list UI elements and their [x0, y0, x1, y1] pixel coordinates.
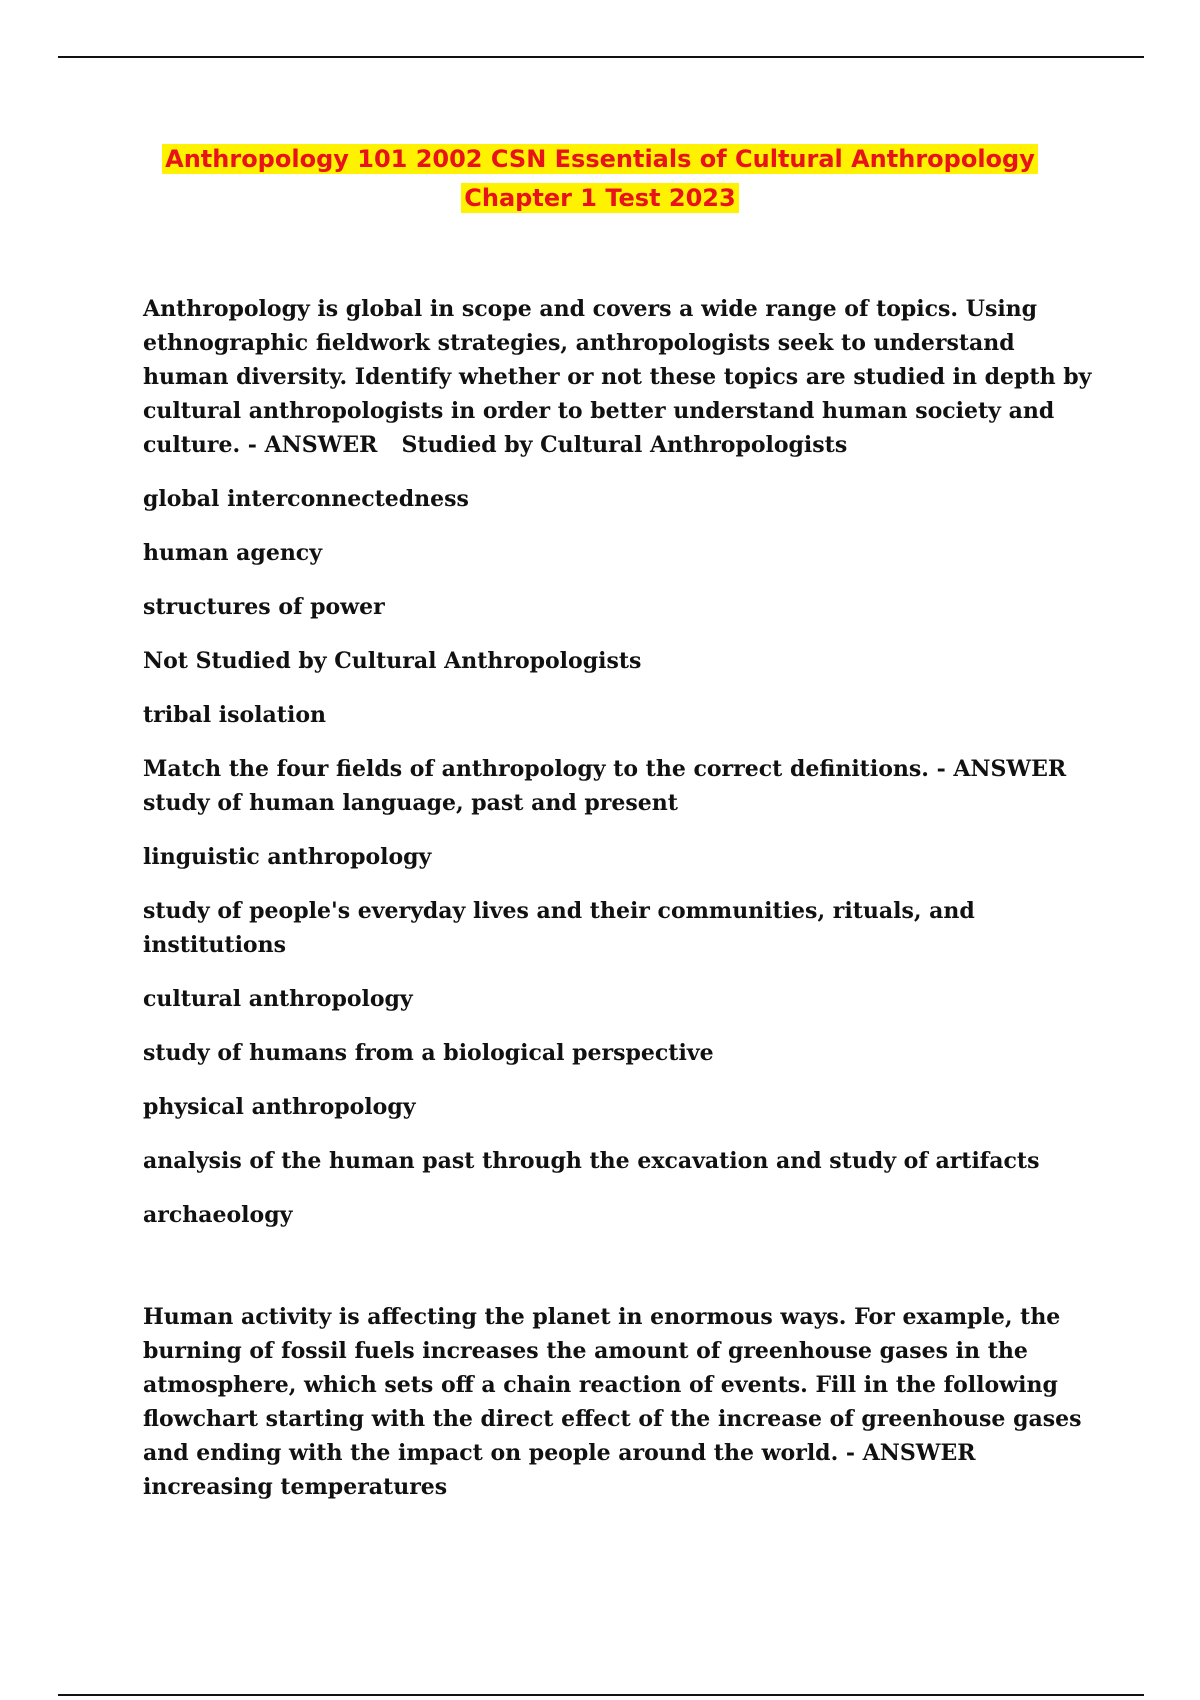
q1-answer-start: Studied by Cultural Anthropologists	[401, 432, 848, 458]
title-line-1: Anthropology 101 2002 CSN Essentials of Cultural Anthropology	[162, 144, 1038, 174]
q1-line-2: human agency	[143, 540, 322, 566]
q1-line-4: Not Studied by Cultural Anthropologists	[143, 648, 642, 674]
top-rule	[58, 56, 1144, 58]
q2-line-3: cultural anthropology	[143, 986, 413, 1012]
q1-question	[143, 292, 1103, 462]
bottom-rule	[58, 1694, 1144, 1696]
q1-line-3: structures of power	[143, 594, 385, 620]
q2-line-2: study of people's everyday lives and their communities, rituals, and institutions	[143, 898, 975, 958]
q2-question	[143, 752, 1103, 820]
document-title	[0, 140, 1200, 218]
title-line-2: Chapter 1 Test 2023	[461, 183, 738, 213]
q2-line-4: study of humans from a biological perspective	[143, 1040, 714, 1066]
q2-line-7: archaeology	[143, 1202, 293, 1228]
q2-line-6: analysis of the human past through the excavation and study of artifacts	[143, 1148, 1040, 1174]
document-body	[143, 292, 1103, 1524]
q2-answer-start: study of human language, past and present	[143, 790, 678, 816]
q3-question-text: Human activity is affecting the planet in enormous ways. For example, the burning of fossil fuels increases the amount of greenhouse gases in the atmosphere, which sets off a chain reaction of events. Fill in the following flowchart starting with the direct effect of the increase of greenhouse gases and ending with the impact on people around the world. - ANSWER	[143, 1304, 1082, 1466]
q1-line-1: global interconnectedness	[143, 486, 469, 512]
q1-question-text: Anthropology is global in scope and covers a wide range of topics. Using ethnographic fieldwork strategies, anthropologists seek to understand human diversity. Identify whether or not these topics are studied in depth by cultural anthropologists in order to better understand human society and culture. - ANSWER	[143, 296, 1092, 458]
q2-question-text: Match the four fields of anthropology to the correct definitions. - ANSWER	[143, 756, 1067, 782]
q3-question	[143, 1300, 1103, 1504]
q2-line-5: physical anthropology	[143, 1094, 416, 1120]
q1-line-5: tribal isolation	[143, 702, 326, 728]
q2-line-1: linguistic anthropology	[143, 844, 432, 870]
q3-answer-start: increasing temperatures	[143, 1474, 448, 1500]
